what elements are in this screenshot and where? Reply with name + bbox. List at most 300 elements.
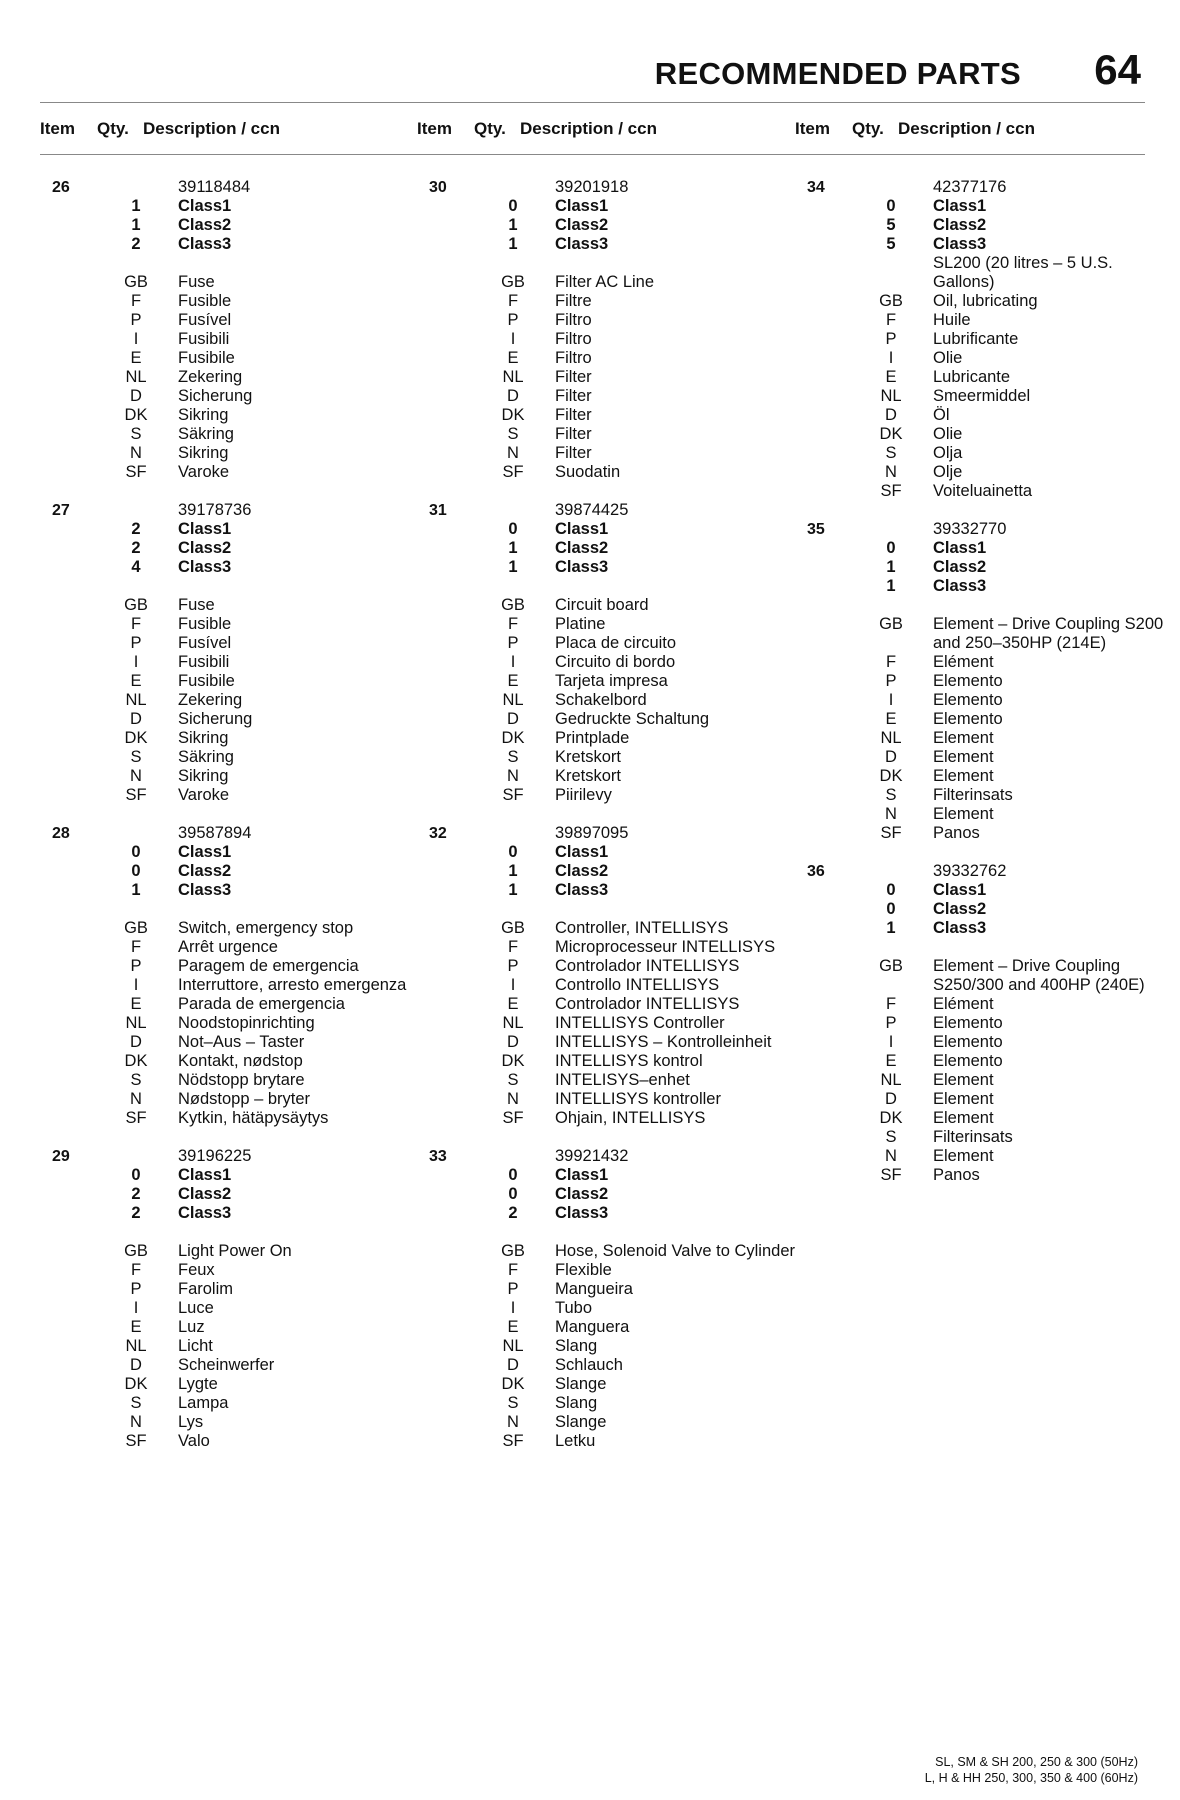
translation-line-text: Fusible <box>178 615 232 633</box>
class-qty-line-text: Class1 <box>555 520 609 538</box>
translation-line <box>417 976 795 995</box>
ccn-line-text: 39332770 <box>933 520 1007 538</box>
translation-line-code: S <box>130 425 142 443</box>
class-qty-line-code: 0 <box>508 520 518 538</box>
class-qty-line-text: Class1 <box>933 881 987 899</box>
class-qty-line-code: 1 <box>131 881 141 899</box>
ccn-line <box>417 178 795 197</box>
translation-line-text: Oil, lubricating <box>933 292 1038 310</box>
item-number: 26 <box>52 179 70 196</box>
class-qty-line <box>40 216 418 235</box>
translation-line <box>417 1261 795 1280</box>
translation-line-code: P <box>130 311 142 329</box>
translation-line <box>795 710 1173 729</box>
class-qty-line <box>417 1166 795 1185</box>
translation-line <box>417 330 795 349</box>
translation-line-code: SF <box>502 1109 524 1127</box>
item-number: 34 <box>807 179 825 196</box>
translation-line-text: Mangueira <box>555 1280 633 1298</box>
translation-line-code: E <box>130 349 142 367</box>
translation-line-code: SF <box>125 463 147 481</box>
translation-line-code: P <box>507 957 519 975</box>
translation-line <box>417 1356 795 1375</box>
translation-line-text: Element <box>933 805 994 823</box>
translation-line-text: Luce <box>178 1299 214 1317</box>
translation-line-text: Microprocesseur INTELLISYS <box>555 938 776 956</box>
class-qty-line-text: Class1 <box>178 197 232 215</box>
translation-line-code: I <box>888 349 894 367</box>
translation-line <box>795 444 1173 463</box>
translation-line-text: Element <box>933 1147 994 1165</box>
translation-line <box>795 672 1173 691</box>
class-qty-line-code: 0 <box>508 1185 518 1203</box>
class-qty-line <box>795 900 1173 919</box>
translation-line-text: Element – Drive Coupling S250/300 and 400HP (240E) <box>933 957 1145 994</box>
class-qty-line <box>40 235 418 254</box>
translation-line <box>417 387 795 406</box>
translation-line-text: Lys <box>178 1413 204 1431</box>
footer <box>925 1754 1138 1786</box>
translation-line-code: DK <box>124 1052 148 1070</box>
ccn-line-code <box>94 178 178 197</box>
translation-line-text: Sicherung <box>178 710 253 728</box>
translation-line-code: D <box>130 387 142 405</box>
translation-line <box>40 1242 418 1261</box>
part-item <box>40 178 418 482</box>
translation-line <box>40 596 418 615</box>
class-qty-line <box>40 1204 418 1223</box>
translation-line-code: NL <box>125 691 147 709</box>
translation-line-code: NL <box>880 387 902 405</box>
translation-line-code: D <box>130 1033 142 1051</box>
translation-line-code: NL <box>502 368 524 386</box>
class-qty-line-code: 0 <box>886 539 896 557</box>
translation-line-text: Olja <box>933 444 963 462</box>
translation-line-text: Sikring <box>178 444 229 462</box>
spacer <box>795 596 1173 615</box>
translation-line <box>40 273 418 292</box>
translation-line-text: Voiteluainetta <box>933 482 1033 500</box>
translation-line-code: F <box>507 1261 519 1279</box>
translation-line <box>795 1071 1173 1090</box>
translation-line-text: Olie <box>933 425 963 443</box>
translation-line-text: Platine <box>555 615 606 633</box>
class-qty-line <box>40 520 418 539</box>
class-qty-line-code: 2 <box>131 235 141 253</box>
class-qty-line-code: 1 <box>508 862 518 880</box>
translation-line <box>417 311 795 330</box>
class-qty-line-text: Class3 <box>178 1204 232 1222</box>
translation-line-text: Sikring <box>178 767 229 785</box>
class-qty-line-code: 0 <box>886 900 896 918</box>
class-qty-line <box>417 1185 795 1204</box>
translation-line-code: GB <box>124 273 148 291</box>
translation-line <box>40 767 418 786</box>
translation-line-code: DK <box>879 425 903 443</box>
translation-line-text: Controllo INTELLISYS <box>555 976 720 994</box>
class-qty-line-text: Class2 <box>933 216 987 234</box>
translation-line-code: DK <box>124 1375 148 1393</box>
translation-line-text: Slang <box>555 1394 598 1412</box>
class-qty-line <box>795 197 1173 216</box>
translation-line-code: N <box>130 767 142 785</box>
translation-line-code: N <box>507 444 519 462</box>
translation-line-code: D <box>885 406 897 424</box>
translation-line-code: P <box>885 330 897 348</box>
ccn-line <box>795 520 1173 539</box>
class-qty-line-text: Class3 <box>555 235 609 253</box>
ccn-line-code <box>471 178 555 197</box>
translation-line-code: I <box>133 653 139 671</box>
translation-line-text: Letku <box>555 1432 596 1450</box>
class-qty-line-code: 1 <box>886 577 896 595</box>
ccn-line <box>40 824 418 843</box>
part-item <box>40 501 418 805</box>
translation-line-text: Filter <box>555 387 592 405</box>
translation-line-code: F <box>130 292 142 310</box>
spacer <box>40 254 418 273</box>
class-qty-line-text: Class3 <box>933 235 987 253</box>
translation-line <box>795 425 1173 444</box>
translation-line-code: I <box>133 976 139 994</box>
ccn-line-code <box>471 1147 555 1166</box>
translation-line <box>40 349 418 368</box>
class-qty-line-code: 1 <box>508 539 518 557</box>
translation-line-code: DK <box>501 406 525 424</box>
translation-line-text: INTELLISYS kontroller <box>555 1090 721 1108</box>
translation-line-text: Manguera <box>555 1318 630 1336</box>
translation-line-code: I <box>510 976 516 994</box>
translation-line-text: Filter <box>555 368 592 386</box>
ccn-line-text: 39874425 <box>555 501 629 519</box>
translation-line <box>40 387 418 406</box>
translation-line-text: Elemento <box>933 1014 1003 1032</box>
translation-line <box>40 1280 418 1299</box>
translation-line <box>417 710 795 729</box>
item-number: 31 <box>429 502 447 519</box>
class-qty-line <box>795 216 1173 235</box>
class-qty-line-code: 0 <box>508 843 518 861</box>
translation-line-code: P <box>507 634 519 652</box>
class-qty-line-text: Class2 <box>178 862 232 880</box>
translation-line-text: Element <box>933 767 994 785</box>
spacer <box>417 254 795 273</box>
translation-line-code: NL <box>502 1337 524 1355</box>
ccn-line-code <box>471 824 555 843</box>
translation-line-text: Sicherung <box>178 387 253 405</box>
translation-line-code: N <box>130 1090 142 1108</box>
class-qty-line-text: Class3 <box>178 235 232 253</box>
class-qty-line <box>795 919 1173 938</box>
translation-line-code: DK <box>124 729 148 747</box>
translation-line <box>40 311 418 330</box>
translation-line <box>417 1318 795 1337</box>
item-number: 35 <box>807 521 825 538</box>
translation-line-text: Gedruckte Schaltung <box>555 710 710 728</box>
class-qty-line <box>40 539 418 558</box>
translation-line-code: N <box>507 1413 519 1431</box>
class-qty-line-code: 0 <box>886 197 896 215</box>
colhead-description: Description / ccn <box>898 119 1035 138</box>
translation-line-text: Arrêt urgence <box>178 938 278 956</box>
translation-line-text: Circuito di bordo <box>555 653 676 671</box>
translation-line-text: Sikring <box>178 406 229 424</box>
translation-line <box>417 425 795 444</box>
translation-line <box>417 463 795 482</box>
translation-line-text: Elemento <box>933 672 1003 690</box>
translation-line <box>417 444 795 463</box>
translation-line-text: Lygte <box>178 1375 218 1393</box>
class-qty-line-text: Class2 <box>555 1185 609 1203</box>
translation-line <box>40 634 418 653</box>
class-qty-line-code: 4 <box>131 558 141 576</box>
translation-line-text: Filtro <box>555 330 592 348</box>
translation-line-code: E <box>507 1318 519 1336</box>
translation-line <box>417 368 795 387</box>
item-number: 29 <box>52 1148 70 1165</box>
translation-line-code: D <box>507 387 519 405</box>
translation-line <box>40 1375 418 1394</box>
translation-line-code: E <box>885 368 897 386</box>
ccn-line <box>795 862 1173 881</box>
translation-line <box>417 1052 795 1071</box>
translation-line <box>40 1394 418 1413</box>
translation-line-text: Feux <box>178 1261 215 1279</box>
translation-line-text: Filter <box>555 425 592 443</box>
class-qty-line-code: 1 <box>886 558 896 576</box>
translation-line-code: SF <box>125 1109 147 1127</box>
page-number: 64 <box>1094 46 1141 93</box>
translation-line <box>795 1090 1173 1109</box>
translation-line <box>417 406 795 425</box>
translation-line-code: NL <box>125 1014 147 1032</box>
translation-line-text: Lubricante <box>933 368 1011 386</box>
class-qty-line <box>417 1204 795 1223</box>
translation-line <box>40 1052 418 1071</box>
translation-line <box>795 387 1173 406</box>
class-qty-line <box>40 197 418 216</box>
translation-line-text: Valo <box>178 1432 210 1450</box>
class-qty-line <box>40 843 418 862</box>
translation-line-text: Tubo <box>555 1299 592 1317</box>
class-qty-line-code: 2 <box>131 520 141 538</box>
translation-line-code: GB <box>879 957 903 975</box>
translation-line <box>417 1071 795 1090</box>
part-item <box>417 501 795 805</box>
parts-column <box>417 178 795 1470</box>
class-qty-line <box>417 539 795 558</box>
class-qty-line-text: Class1 <box>933 539 987 557</box>
translation-line-code: NL <box>125 1337 147 1355</box>
translation-line <box>40 1356 418 1375</box>
translation-line-code: N <box>885 805 897 823</box>
item-number: 27 <box>52 502 70 519</box>
class-qty-line-text: Class3 <box>178 881 232 899</box>
translation-line-code: D <box>885 1090 897 1108</box>
translation-line-text: Hose, Solenoid Valve to Cylinder <box>555 1242 795 1260</box>
class-qty-line-text: Class2 <box>555 539 609 557</box>
class-qty-line <box>40 1166 418 1185</box>
translation-line-text: Switch, emergency stop <box>178 919 354 937</box>
class-qty-line-text: Class1 <box>555 197 609 215</box>
ccn-line-code <box>849 178 933 197</box>
translation-line-code: GB <box>501 273 525 291</box>
translation-line <box>40 1071 418 1090</box>
translation-line <box>417 957 795 976</box>
colhead-description: Description / ccn <box>143 119 280 138</box>
translation-line-text: Fusible <box>178 292 232 310</box>
translation-line-text: Öl <box>933 406 950 424</box>
translation-line-code: F <box>130 615 142 633</box>
translation-line-code: F <box>507 615 519 633</box>
translation-line <box>417 1014 795 1033</box>
class-qty-line <box>417 862 795 881</box>
translation-line-code: P <box>885 1014 897 1032</box>
class-qty-line-text: Class2 <box>933 900 987 918</box>
translation-line-code: N <box>130 444 142 462</box>
translation-line-text: Slange <box>555 1375 607 1393</box>
translation-line-text: Filter <box>555 406 592 424</box>
ccn-line <box>795 178 1173 197</box>
ccn-line-code <box>94 501 178 520</box>
ccn-line-code <box>94 1147 178 1166</box>
class-qty-line <box>795 881 1173 900</box>
translation-line-code: E <box>507 672 519 690</box>
translation-line-text: Lampa <box>178 1394 229 1412</box>
translation-line <box>40 1299 418 1318</box>
ccn-line-text: 39118484 <box>178 178 251 196</box>
translation-line-text: INTELLISYS Controller <box>555 1014 725 1032</box>
translation-line <box>40 710 418 729</box>
ccn-line-code <box>471 501 555 520</box>
class-qty-line-text: Class2 <box>178 1185 232 1203</box>
translation-line-text: Schakelbord <box>555 691 647 709</box>
translation-line-text: Schlauch <box>555 1356 623 1374</box>
translation-line <box>40 729 418 748</box>
translation-line-code: S <box>130 1394 142 1412</box>
translation-line-code: N <box>507 1090 519 1108</box>
translation-line <box>795 824 1173 843</box>
class-qty-line <box>795 577 1173 596</box>
ccn-line-text: 39178736 <box>178 501 252 519</box>
translation-line-code: P <box>130 634 142 652</box>
translation-line-code: P <box>885 672 897 690</box>
translation-line-code: DK <box>501 1052 525 1070</box>
item-number: 30 <box>429 179 447 196</box>
class-qty-line-code: 0 <box>886 881 896 899</box>
translation-line-code: N <box>507 767 519 785</box>
class-qty-line-text: Class1 <box>178 520 232 538</box>
translation-line-text: Luz <box>178 1318 205 1336</box>
translation-line-text: Controlador INTELLISYS <box>555 957 740 975</box>
translation-line <box>40 444 418 463</box>
translation-line-text: Flexible <box>555 1261 612 1279</box>
translation-line-code: GB <box>879 292 903 310</box>
translation-line-code: I <box>133 330 139 348</box>
translation-line <box>417 729 795 748</box>
class-qty-line-text: Class1 <box>933 197 987 215</box>
translation-line <box>795 292 1173 311</box>
translation-line <box>40 368 418 387</box>
translation-line-text: Huile <box>933 311 971 329</box>
translation-line-text: Olie <box>933 349 963 367</box>
translation-line <box>795 482 1173 501</box>
translation-line-text: Element <box>933 748 994 766</box>
translation-line <box>40 330 418 349</box>
translation-line <box>40 691 418 710</box>
class-qty-line-code: 1 <box>131 216 141 234</box>
translation-line-text: Filter <box>555 444 592 462</box>
translation-line <box>795 995 1173 1014</box>
translation-line-code: SF <box>880 482 902 500</box>
spacer <box>417 1223 795 1242</box>
translation-line <box>417 1394 795 1413</box>
translation-line-text: Scheinwerfer <box>178 1356 275 1374</box>
translation-line-code: E <box>130 995 142 1013</box>
class-qty-line <box>417 235 795 254</box>
colhead-description: Description / ccn <box>520 119 657 138</box>
translation-line <box>795 1166 1173 1185</box>
class-qty-line-code: 2 <box>131 1185 141 1203</box>
translation-line <box>795 311 1173 330</box>
class-qty-line <box>417 216 795 235</box>
translation-line-text: Controlador INTELLISYS <box>555 995 740 1013</box>
class-qty-line-code: 1 <box>131 197 141 215</box>
class-qty-line <box>40 558 418 577</box>
translation-line <box>417 938 795 957</box>
translation-line-code: N <box>885 463 897 481</box>
ccn-line-text: 39921432 <box>555 1147 629 1165</box>
translation-line-code: DK <box>879 1109 903 1127</box>
ccn-line-text: 39587894 <box>178 824 252 842</box>
translation-line-code: S <box>507 425 519 443</box>
translation-line-code: P <box>130 957 142 975</box>
translation-line <box>795 368 1173 387</box>
translation-line <box>795 1033 1173 1052</box>
translation-line-text: Varoke <box>178 786 230 804</box>
class-qty-line-text: Class2 <box>555 216 609 234</box>
translation-line-text: Nødstopp – bryter <box>178 1090 311 1108</box>
translation-line <box>40 1318 418 1337</box>
ccn-line-text: 39201918 <box>555 178 629 196</box>
translation-line-code: SF <box>502 786 524 804</box>
footer-models-60hz: L, H & HH 250, 300, 350 & 400 (60Hz) <box>924 1771 1138 1785</box>
translation-line-text: Filterinsats <box>933 1128 1013 1146</box>
part-item <box>417 178 795 482</box>
translation-line-text: Zekering <box>178 368 243 386</box>
translation-line <box>40 976 418 995</box>
translation-line-text: Filter AC Line <box>555 273 655 291</box>
translation-line-text: Varoke <box>178 463 230 481</box>
class-qty-line <box>417 197 795 216</box>
page-header <box>40 44 1145 103</box>
page-title: RECOMMENDED PARTS <box>654 56 1021 91</box>
item-number: 28 <box>52 825 70 842</box>
translation-line <box>795 748 1173 767</box>
translation-line-text: Panos <box>933 1166 980 1184</box>
translation-line-code: D <box>507 1356 519 1374</box>
spacer <box>40 577 418 596</box>
translation-line <box>417 349 795 368</box>
translation-line <box>417 634 795 653</box>
ccn-line <box>40 501 418 520</box>
class-qty-line-code: 1 <box>508 216 518 234</box>
translation-line-text: Elemento <box>933 691 1003 709</box>
translation-line-code: P <box>130 1280 142 1298</box>
translation-line-text: Olje <box>933 463 963 481</box>
translation-line-code: P <box>507 311 519 329</box>
translation-line-text: Circuit board <box>555 596 649 614</box>
